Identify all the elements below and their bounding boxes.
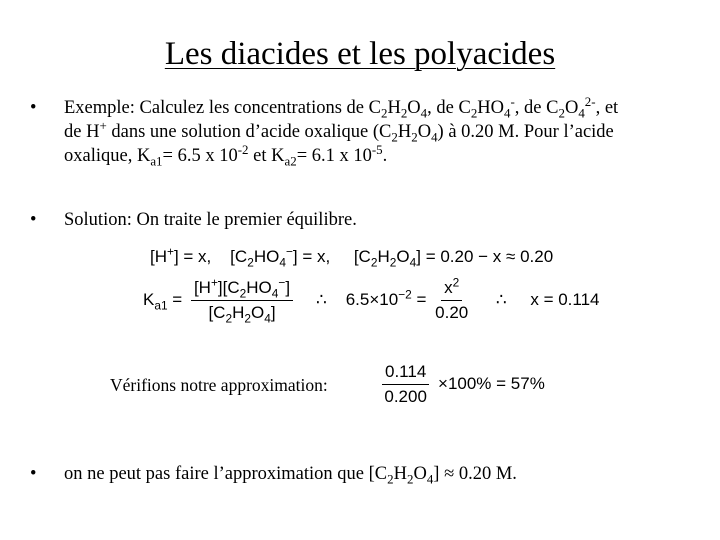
- bullet-conclusion: • on ne peut pas faire l’approximation que $[C_2H_2O_4] \approx 0.20$ M.: [30, 464, 517, 487]
- example-text: ) à 0.20 M. Pour l’acide: [437, 122, 614, 142]
- verify-den: 0.200: [384, 387, 427, 406]
- eq-text: = 0.20 − x ≈ 0.20: [425, 247, 554, 266]
- eq-text: = x,: [183, 247, 212, 266]
- slide-title: Les diacides et les polyacides: [164, 36, 556, 72]
- example-text: , de C: [427, 98, 471, 118]
- bullet-dot: •: [30, 98, 37, 118]
- equilibrium-line-1: [H+] = x, $[C_2HO_4^-] = x$, $[C_2H_2O_4] = 0.20 - x \approx 0.20$: [150, 244, 554, 270]
- equals-sign: =: [416, 289, 427, 309]
- frac-exp: 2: [452, 275, 460, 290]
- bullet-example: • Exemple: Calculez les concentrations de $C_2H_2O_4$, de $C_2HO_4^-$, de $C_2O_4^{2-}$, et de H+ dans une solution d’acide oxalique $(C_2H_2O_4)$ à 0.20 M. Pour l’acide oxalique, $K_{a1}= 6.5$ x $10^{-2}$ et $K_{a2}= 6.1$ x $10^{-5}$.: [30, 93, 619, 169]
- example-text: .: [382, 146, 388, 166]
- ka1-fraction: $\frac{[H^+][C_2HO_4^-]}{[C_2H_2O_4]}$: [191, 278, 293, 323]
- frac-num: x: [444, 278, 453, 297]
- conclusion-text: on ne peut pas faire l’approximation que [C: [64, 464, 388, 484]
- bullet-dot: •: [30, 464, 37, 484]
- example-text: , de C: [514, 98, 559, 118]
- example-text: de H: [64, 122, 100, 142]
- bullet-dot: •: [30, 210, 37, 230]
- eq-text: = x,: [302, 247, 331, 266]
- therefore-symbol: ∴: [495, 289, 507, 309]
- example-text: oxalique, K: [64, 146, 151, 166]
- x-fraction: [435, 275, 469, 323]
- ka1-symbol: K: [143, 289, 155, 309]
- therefore-symbol: ∴: [315, 289, 327, 309]
- ka1-value: 6.5×10: [345, 289, 399, 309]
- example-text: dans une solution d’acide oxalique (C: [106, 122, 392, 142]
- example-text: , et: [595, 98, 619, 118]
- example-lead: Exemple: Calculez les concentrations de C: [64, 98, 381, 118]
- conclusion-text: ] ≈ 0.20 M.: [433, 464, 517, 484]
- verify-num: 0.114: [382, 362, 429, 385]
- example-text: = 6.1 x 10: [296, 146, 372, 166]
- verify-label: Vérifions notre approximation:: [110, 375, 328, 395]
- frac-den: 0.20: [435, 303, 469, 322]
- example-text: et K: [248, 146, 285, 166]
- verify-result: ×100% = 57%: [438, 373, 545, 393]
- ka1-sub: a1: [154, 298, 168, 313]
- solution-text: Solution: On traite le premier équilibre.: [64, 210, 357, 230]
- ka1-equation: $K_{a1}$ = $\frac{[H^+][C_2HO_4^-]}{[C_2H_2O_4]}$ ∴ $6.5\times 10^{-2}$ = $\frac{x^2}{0.20}$ ∴ x = 0.114: [143, 275, 600, 326]
- x-result: x = 0.114: [530, 289, 600, 309]
- verify-fraction: [382, 362, 429, 407]
- verify-equation: [378, 362, 545, 407]
- example-text: = 6.5 x 10: [162, 146, 238, 166]
- bullet-solution: [30, 208, 700, 232]
- ka1-exp: −2: [398, 287, 412, 302]
